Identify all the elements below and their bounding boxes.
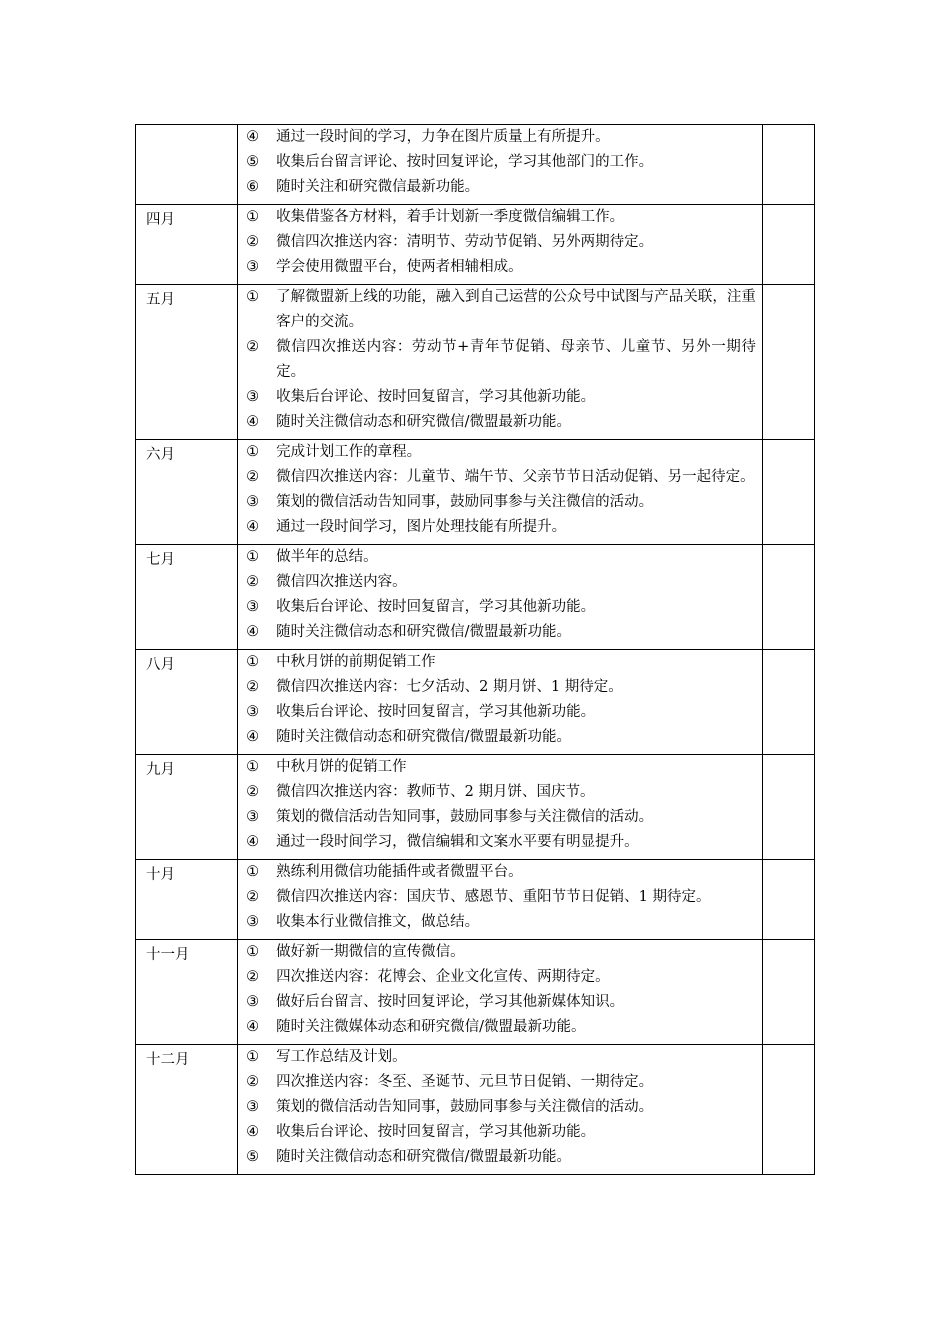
plan-item-number: ② bbox=[246, 889, 260, 905]
plan-item-text: 熟练利用微信功能插件或者微盟平台。 bbox=[276, 864, 523, 880]
plan-item-text: 微信四次推送内容：教师节、2 期月饼、国庆节。 bbox=[276, 784, 595, 800]
plan-content-cell bbox=[238, 940, 763, 1045]
plan-item bbox=[246, 965, 756, 990]
plan-item bbox=[246, 990, 756, 1015]
plan-item-number: ② bbox=[246, 234, 260, 250]
plan-item-number: ⑤ bbox=[246, 1149, 260, 1165]
plan-item-text: 写工作总结及计划。 bbox=[276, 1049, 407, 1065]
plan-item-text: 微信四次推送内容：清明节、劳动节促销、另外两期待定。 bbox=[276, 234, 654, 250]
plan-item bbox=[246, 440, 756, 465]
plan-item-number: ③ bbox=[246, 704, 260, 720]
plan-item bbox=[246, 230, 756, 255]
plan-item-number: ① bbox=[246, 1049, 260, 1065]
plan-content-cell bbox=[238, 755, 763, 860]
month-row bbox=[136, 125, 815, 205]
plan-item bbox=[246, 650, 756, 675]
plan-item-number: ② bbox=[246, 1074, 260, 1090]
month-cell: 六月 bbox=[136, 440, 238, 545]
plan-item-text: 策划的微信活动告知同事，鼓励同事参与关注微信的活动。 bbox=[276, 809, 654, 825]
plan-content-cell bbox=[238, 285, 763, 440]
plan-item-text: 策划的微信活动告知同事，鼓励同事参与关注微信的活动。 bbox=[276, 1099, 654, 1115]
month-cell: 八月 bbox=[136, 650, 238, 755]
plan-item-number: ④ bbox=[246, 1019, 260, 1035]
plan-item bbox=[246, 335, 756, 385]
plan-content-cell bbox=[238, 125, 763, 205]
plan-item bbox=[246, 1120, 756, 1145]
plan-item-text: 了解微盟新上线的功能，融入到自己运营的公众号中试图与产品关联，注重客户的交流。 bbox=[276, 289, 756, 330]
plan-item bbox=[246, 910, 756, 935]
remarks-cell bbox=[762, 860, 814, 940]
plan-item-number: ② bbox=[246, 339, 260, 355]
plan-item bbox=[246, 780, 756, 805]
plan-content-cell bbox=[238, 205, 763, 285]
plan-item-text: 完成计划工作的章程。 bbox=[276, 444, 422, 460]
plan-item-text: 通过一段时间学习，图片处理技能有所提升。 bbox=[276, 519, 567, 535]
plan-item bbox=[246, 570, 756, 595]
plan-item-number: ① bbox=[246, 209, 260, 225]
plan-item-text: 四次推送内容：冬至、圣诞节、元旦节日促销、一期待定。 bbox=[276, 1074, 654, 1090]
month-cell: 九月 bbox=[136, 755, 238, 860]
plan-item bbox=[246, 410, 756, 435]
remarks-cell bbox=[762, 755, 814, 860]
plan-item bbox=[246, 125, 756, 150]
month-cell: 十二月 bbox=[136, 1045, 238, 1175]
plan-content-cell bbox=[238, 440, 763, 545]
plan-item-text: 中秋月饼的促销工作 bbox=[276, 759, 407, 775]
plan-item-number: ④ bbox=[246, 129, 260, 145]
plan-item bbox=[246, 755, 756, 780]
plan-item-number: ② bbox=[246, 784, 260, 800]
remarks-cell bbox=[762, 545, 814, 650]
month-cell: 十一月 bbox=[136, 940, 238, 1045]
month-row bbox=[136, 650, 815, 755]
plan-item bbox=[246, 725, 756, 750]
plan-item-number: ① bbox=[246, 759, 260, 775]
plan-item bbox=[246, 175, 756, 200]
plan-item bbox=[246, 700, 756, 725]
plan-item bbox=[246, 205, 756, 230]
remarks-cell bbox=[762, 285, 814, 440]
month-cell: 五月 bbox=[136, 285, 238, 440]
plan-item-text: 通过一段时间学习，微信编辑和文案水平要有明显提升。 bbox=[276, 834, 639, 850]
remarks-cell bbox=[762, 440, 814, 545]
plan-item-text: 收集后台评论、按时回复留言，学习其他新功能。 bbox=[276, 1124, 596, 1140]
plan-item-text: 收集后台留言评论、按时回复评论，学习其他部门的工作。 bbox=[276, 154, 654, 170]
month-cell: 七月 bbox=[136, 545, 238, 650]
plan-item bbox=[246, 675, 756, 700]
plan-item bbox=[246, 595, 756, 620]
plan-item bbox=[246, 940, 756, 965]
plan-item-text: 微信四次推送内容。 bbox=[276, 574, 407, 590]
month-row bbox=[136, 755, 815, 860]
plan-item bbox=[246, 465, 756, 490]
month-row bbox=[136, 285, 815, 440]
remarks-cell bbox=[762, 1045, 814, 1175]
plan-item-text: 随时关注微信动态和研究微信/微盟最新功能。 bbox=[276, 624, 572, 640]
month-row bbox=[136, 940, 815, 1045]
remarks-cell bbox=[762, 940, 814, 1045]
plan-item-number: ① bbox=[246, 864, 260, 880]
month-cell: 十月 bbox=[136, 860, 238, 940]
plan-item-number: ⑥ bbox=[246, 179, 260, 195]
plan-item-number: ① bbox=[246, 549, 260, 565]
plan-item-number: ④ bbox=[246, 729, 260, 745]
plan-item-text: 策划的微信活动告知同事，鼓励同事参与关注微信的活动。 bbox=[276, 494, 654, 510]
plan-item bbox=[246, 1070, 756, 1095]
plan-item-number: ① bbox=[246, 289, 260, 305]
plan-item-number: ① bbox=[246, 444, 260, 460]
plan-item bbox=[246, 830, 756, 855]
plan-item-text: 通过一段时间的学习，力争在图片质量上有所提升。 bbox=[276, 129, 610, 145]
plan-item-number: ④ bbox=[246, 1124, 260, 1140]
plan-item-text: 做好后台留言、按时回复评论，学习其他新媒体知识。 bbox=[276, 994, 625, 1010]
plan-item-number: ③ bbox=[246, 914, 260, 930]
plan-item bbox=[246, 255, 756, 280]
plan-item-text: 收集借鉴各方材料，着手计划新一季度微信编辑工作。 bbox=[276, 209, 625, 225]
plan-item-number: ⑤ bbox=[246, 154, 260, 170]
remarks-cell bbox=[762, 205, 814, 285]
month-row bbox=[136, 545, 815, 650]
plan-item-text: 做半年的总结。 bbox=[276, 549, 378, 565]
plan-content-cell bbox=[238, 860, 763, 940]
plan-item-number: ④ bbox=[246, 519, 260, 535]
plan-item-text: 随时关注微媒体动态和研究微信/微盟最新功能。 bbox=[276, 1019, 586, 1035]
plan-item-number: ③ bbox=[246, 599, 260, 615]
plan-item bbox=[246, 620, 756, 645]
plan-item-text: 收集后台评论、按时回复留言，学习其他新功能。 bbox=[276, 704, 596, 720]
plan-item-text: 收集后台评论、按时回复留言，学习其他新功能。 bbox=[276, 389, 596, 405]
plan-item-text: 中秋月饼的前期促销工作 bbox=[276, 654, 436, 670]
month-row bbox=[136, 205, 815, 285]
plan-item-number: ③ bbox=[246, 1099, 260, 1115]
plan-content-cell bbox=[238, 650, 763, 755]
plan-item-text: 微信四次推送内容：七夕活动、2 期月饼、1 期待定。 bbox=[276, 679, 623, 695]
plan-item bbox=[246, 545, 756, 570]
remarks-cell bbox=[762, 650, 814, 755]
plan-item-text: 微信四次推送内容：国庆节、感恩节、重阳节节日促销、1 期待定。 bbox=[276, 889, 711, 905]
plan-item bbox=[246, 885, 756, 910]
plan-item bbox=[246, 1145, 756, 1170]
plan-item-text: 随时关注微信动态和研究微信/微盟最新功能。 bbox=[276, 1149, 572, 1165]
plan-item-text: 收集后台评论、按时回复留言，学习其他新功能。 bbox=[276, 599, 596, 615]
plan-item bbox=[246, 1095, 756, 1120]
plan-item-number: ① bbox=[246, 944, 260, 960]
plan-content-cell bbox=[238, 545, 763, 650]
month-cell bbox=[136, 125, 238, 205]
plan-item-text: 随时关注微信动态和研究微信/微盟最新功能。 bbox=[276, 414, 572, 430]
month-row bbox=[136, 1045, 815, 1175]
plan-item-text: 随时关注微信动态和研究微信/微盟最新功能。 bbox=[276, 729, 572, 745]
work-plan-table bbox=[135, 124, 815, 1175]
remarks-cell bbox=[762, 125, 814, 205]
plan-item-number: ③ bbox=[246, 494, 260, 510]
plan-item-number: ③ bbox=[246, 994, 260, 1010]
plan-item-number: ③ bbox=[246, 389, 260, 405]
plan-item-number: ③ bbox=[246, 809, 260, 825]
plan-item bbox=[246, 285, 756, 335]
plan-item-text: 学会使用微盟平台，使两者相辅相成。 bbox=[276, 259, 523, 275]
plan-item bbox=[246, 860, 756, 885]
plan-item-number: ④ bbox=[246, 624, 260, 640]
plan-item bbox=[246, 805, 756, 830]
plan-item-number: ④ bbox=[246, 414, 260, 430]
plan-item-number: ① bbox=[246, 654, 260, 670]
plan-item-text: 收集本行业微信推文，做总结。 bbox=[276, 914, 480, 930]
plan-item-number: ② bbox=[246, 679, 260, 695]
plan-item bbox=[246, 490, 756, 515]
plan-item-text: 微信四次推送内容：儿童节、端午节、父亲节节日活动促销、另一起待定。 bbox=[276, 469, 755, 485]
plan-item-number: ④ bbox=[246, 834, 260, 850]
plan-item-text: 做好新一期微信的宣传微信。 bbox=[276, 944, 465, 960]
month-cell: 四月 bbox=[136, 205, 238, 285]
month-row bbox=[136, 440, 815, 545]
plan-item bbox=[246, 1015, 756, 1040]
plan-item-text: 微信四次推送内容：劳动节+青年节促销、母亲节、儿童节、另外一期待定。 bbox=[276, 339, 756, 380]
month-row bbox=[136, 860, 815, 940]
plan-item-number: ② bbox=[246, 574, 260, 590]
plan-item bbox=[246, 150, 756, 175]
plan-item-number: ③ bbox=[246, 259, 260, 275]
plan-item bbox=[246, 385, 756, 410]
plan-content-cell bbox=[238, 1045, 763, 1175]
plan-item-text: 随时关注和研究微信最新功能。 bbox=[276, 179, 480, 195]
work-plan-table-body bbox=[136, 125, 815, 1175]
plan-item-number: ② bbox=[246, 969, 260, 985]
plan-item bbox=[246, 515, 756, 540]
plan-item-number: ② bbox=[246, 469, 260, 485]
plan-item bbox=[246, 1045, 756, 1070]
plan-item-text: 四次推送内容：花博会、企业文化宣传、两期待定。 bbox=[276, 969, 610, 985]
